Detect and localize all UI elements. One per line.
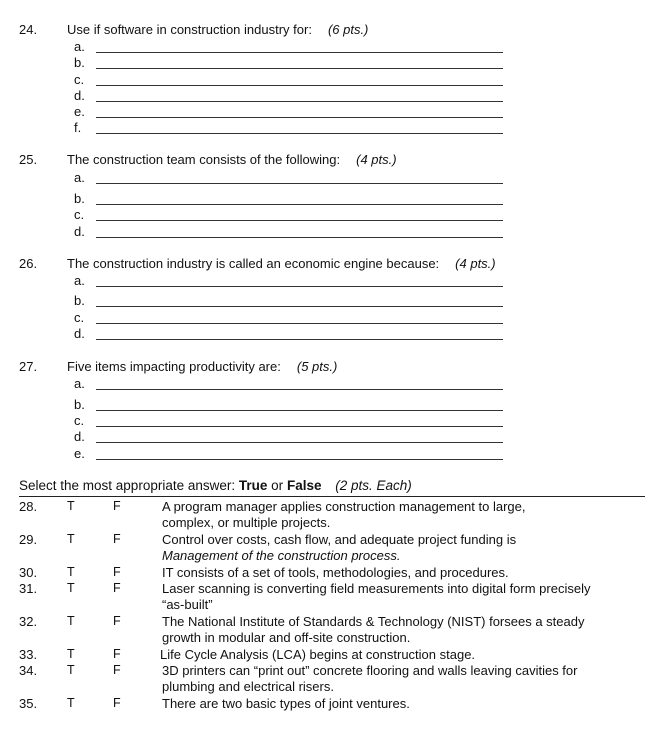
answer-line-24b[interactable]: b. <box>0 55 667 71</box>
answer-blank[interactable] <box>96 85 503 86</box>
answer-line-26a[interactable]: a. <box>0 273 667 289</box>
answer-line-26c[interactable]: c. <box>0 310 667 326</box>
answer-blank[interactable] <box>96 220 503 221</box>
answer-line-27c[interactable]: c. <box>0 413 667 429</box>
answer-blank[interactable] <box>96 286 503 287</box>
answer-blank[interactable] <box>96 323 503 324</box>
answer-blank[interactable] <box>96 133 503 134</box>
answer-blank[interactable] <box>96 237 503 238</box>
answer-blank[interactable] <box>96 52 503 53</box>
tf-statement: Laser scanning is converting field measurements into digital form precisely “as-built” <box>162 581 591 612</box>
answer-line-27d[interactable]: d. <box>0 429 667 445</box>
false-option[interactable]: F <box>113 647 121 661</box>
answer-blank[interactable] <box>96 117 503 118</box>
tf-section-header: Select the most appropriate answer: True or False (2 pts. Each) <box>19 478 412 493</box>
answer-line-25d[interactable]: d. <box>0 224 667 240</box>
true-option[interactable]: T <box>67 614 75 628</box>
true-option[interactable]: T <box>67 532 75 546</box>
tf-statement: Control over costs, cash flow, and adequate project funding is Management of the construction process. <box>162 532 517 563</box>
answer-line-26b[interactable]: b. <box>0 293 667 309</box>
tf-statement: There are two basic types of joint ventures. <box>162 696 410 711</box>
question-text: The construction industry is called an economic engine because: (4 pts.) <box>67 256 496 271</box>
exam-page: 24. Use if software in construction industry for: (6 pts.) a. b. c. d. e. f. 25. The construction team consists of the following: (4 pts.) a. b. c. d. 26. The construction industry is called an economic engine because: (4 pts.) a. b. c. d. 27. Five items impacting productivity are: (5 pts.) a. b. c. d. e. Select the most appropriate answer: True or False (2 pts. Each) 28. T F A program manager applies construction management to large, complex, or multiple projects. 29. T F Control over costs, cash flow, and adequate project funding is Management of the construction process. 30. T F IT consists of a set of tools, methodologies, and procedures. 31. T F Laser scanning is converting field measurements into digital form precisely “as-built” 32. T F The National Institute of Standards & Technology (NIST) forsees a steady growth in modular and off-site construction. 33. T F Life Cycle Analysis (LCA) begins at construction stage. 34. T F 3D printers can “print out” concrete flooring and walls leaving cavities for plumbing and electrical risers. 35. T F There are two basic types of joint ventures. <box>0 0 667 739</box>
answer-line-27a[interactable]: a. <box>0 376 667 392</box>
answer-line-24d[interactable]: d. <box>0 88 667 104</box>
true-option[interactable]: T <box>67 696 75 710</box>
question-points: (6 pts.) <box>327 22 369 37</box>
answer-line-25c[interactable]: c. <box>0 207 667 223</box>
question-text: The construction team consists of the following: (4 pts.) <box>67 152 397 167</box>
question-number: 27. <box>19 359 38 374</box>
question-text: Use if software in construction industry for: (6 pts.) <box>67 22 369 37</box>
false-word: False <box>286 478 322 493</box>
answer-blank[interactable] <box>96 306 503 307</box>
answer-line-24a[interactable]: a. <box>0 39 667 55</box>
false-option[interactable]: F <box>113 499 121 513</box>
true-option[interactable]: T <box>67 663 75 677</box>
true-option[interactable]: T <box>67 647 75 661</box>
tf-statement: The National Institute of Standards & Technology (NIST) forsees a steady growth in modular and off-site construction. <box>162 614 585 645</box>
answer-blank[interactable] <box>96 183 503 184</box>
answer-blank[interactable] <box>96 389 503 390</box>
false-option[interactable]: F <box>113 696 121 710</box>
answer-line-25b[interactable]: b. <box>0 191 667 207</box>
question-number: 24. <box>19 22 38 37</box>
answer-line-27e[interactable]: e. <box>0 446 667 462</box>
question-points: (4 pts.) <box>455 256 496 271</box>
false-option[interactable]: F <box>113 532 121 546</box>
tf-points: (2 pts. Each) <box>335 478 412 493</box>
answer-blank[interactable] <box>96 68 503 69</box>
false-option[interactable]: F <box>113 614 121 628</box>
answer-blank[interactable] <box>96 426 503 427</box>
false-option[interactable]: F <box>113 565 121 579</box>
true-option[interactable]: T <box>67 581 75 595</box>
answer-line-24c[interactable]: c. <box>0 72 667 88</box>
false-option[interactable]: F <box>113 581 121 595</box>
tf-statement: 3D printers can “print out” concrete flooring and walls leaving cavities for plumbing and electrical risers. <box>162 663 578 694</box>
question-text: Five items impacting productivity are: (5 pts.) <box>67 359 338 374</box>
question-points: (5 pts.) <box>296 359 338 374</box>
answer-line-24e[interactable]: e. <box>0 104 667 120</box>
answer-blank[interactable] <box>96 204 503 205</box>
answer-line-25a[interactable]: a. <box>0 170 667 186</box>
question-number: 25. <box>19 152 38 167</box>
tf-statement: A program manager applies construction management to large, complex, or multiple projects. <box>162 499 526 530</box>
answer-line-24f[interactable]: f. <box>0 120 667 136</box>
answer-blank[interactable] <box>96 442 503 443</box>
tf-statement: Life Cycle Analysis (LCA) begins at construction stage. <box>160 647 476 662</box>
true-option[interactable]: T <box>67 499 75 513</box>
true-option[interactable]: T <box>67 565 75 579</box>
answer-blank[interactable] <box>96 339 503 340</box>
question-number: 26. <box>19 256 38 271</box>
answer-blank[interactable] <box>96 410 503 411</box>
false-option[interactable]: F <box>113 663 121 677</box>
answer-line-27b[interactable]: b. <box>0 397 667 413</box>
answer-blank[interactable] <box>96 459 503 460</box>
divider <box>19 496 645 497</box>
true-word: True <box>238 478 268 493</box>
answer-blank[interactable] <box>96 101 503 102</box>
question-points: (4 pts.) <box>356 152 397 167</box>
answer-line-26d[interactable]: d. <box>0 326 667 342</box>
tf-statement: IT consists of a set of tools, methodologies, and procedures. <box>162 565 509 580</box>
